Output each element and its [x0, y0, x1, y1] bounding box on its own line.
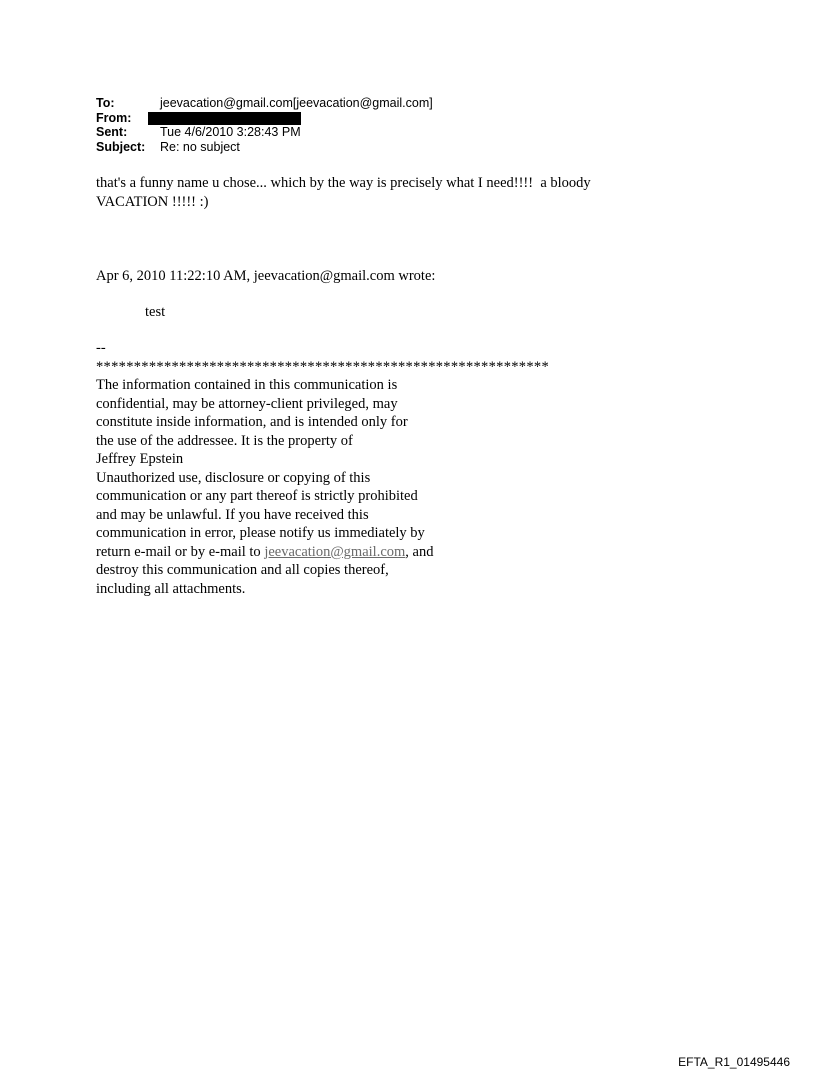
email-link[interactable]: jeevacation@gmail.com	[264, 543, 406, 560]
disclaimer-line: constitute inside information, and is intended only for	[96, 414, 408, 430]
subject-row	[96, 140, 433, 155]
disclaimer-line: The information contained in this communication is	[96, 377, 398, 393]
signature-stars: ************************************************************	[96, 358, 549, 375]
to-value: jeevacation@gmail.com[jeevacation@gmail.com]	[160, 96, 433, 110]
document-id: EFTA_R1_01495446	[678, 1055, 790, 1069]
return-suffix: , and	[405, 543, 434, 560]
quote-intro: Apr 6, 2010 11:22:10 AM, jeevacation@gmail.com wrote:	[96, 268, 436, 284]
from-label: From:	[96, 110, 132, 125]
signature-disclaimer	[96, 339, 616, 598]
to-label: To:	[96, 96, 115, 110]
redaction-block	[148, 112, 301, 125]
quoted-text: test	[145, 304, 166, 320]
message-body	[96, 174, 696, 211]
return-prefix: return e-mail or by e-mail to	[96, 543, 265, 560]
disclaimer-line: Jeffrey Epstein	[96, 451, 184, 467]
disclaimer-line: Unauthorized use, disclosure or copying of this	[96, 469, 371, 486]
to-row	[96, 96, 433, 111]
sent-value: Tue 4/6/2010 3:28:43 PM	[160, 125, 301, 139]
disclaimer-line: destroy this communication and all copies thereof,	[96, 562, 389, 578]
signature-dashes: --	[96, 340, 106, 356]
disclaimer-line: the use of the addressee. It is the property of	[96, 432, 353, 449]
disclaimer-line: confidential, may be attorney-client privileged, may	[96, 395, 398, 412]
sent-row	[96, 125, 433, 140]
disclaimer-line: and may be unlawful. If you have received this	[96, 506, 369, 523]
disclaimer-line-return	[96, 543, 616, 562]
from-row	[96, 111, 433, 126]
email-header	[96, 96, 433, 154]
disclaimer-line: communication in error, please notify us immediately by	[96, 525, 425, 541]
message-line: that's a funny name u chose... which by the way is precisely what I need!!!! a bloody	[96, 175, 591, 191]
message-line: VACATION !!!!! :)	[96, 193, 209, 210]
subject-label: Subject:	[96, 139, 146, 154]
subject-value: Re: no subject	[160, 139, 240, 154]
disclaimer-line: communication or any part thereof is strictly prohibited	[96, 488, 418, 504]
disclaimer-line: including all attachments.	[96, 580, 246, 597]
sent-label: Sent:	[96, 125, 128, 139]
